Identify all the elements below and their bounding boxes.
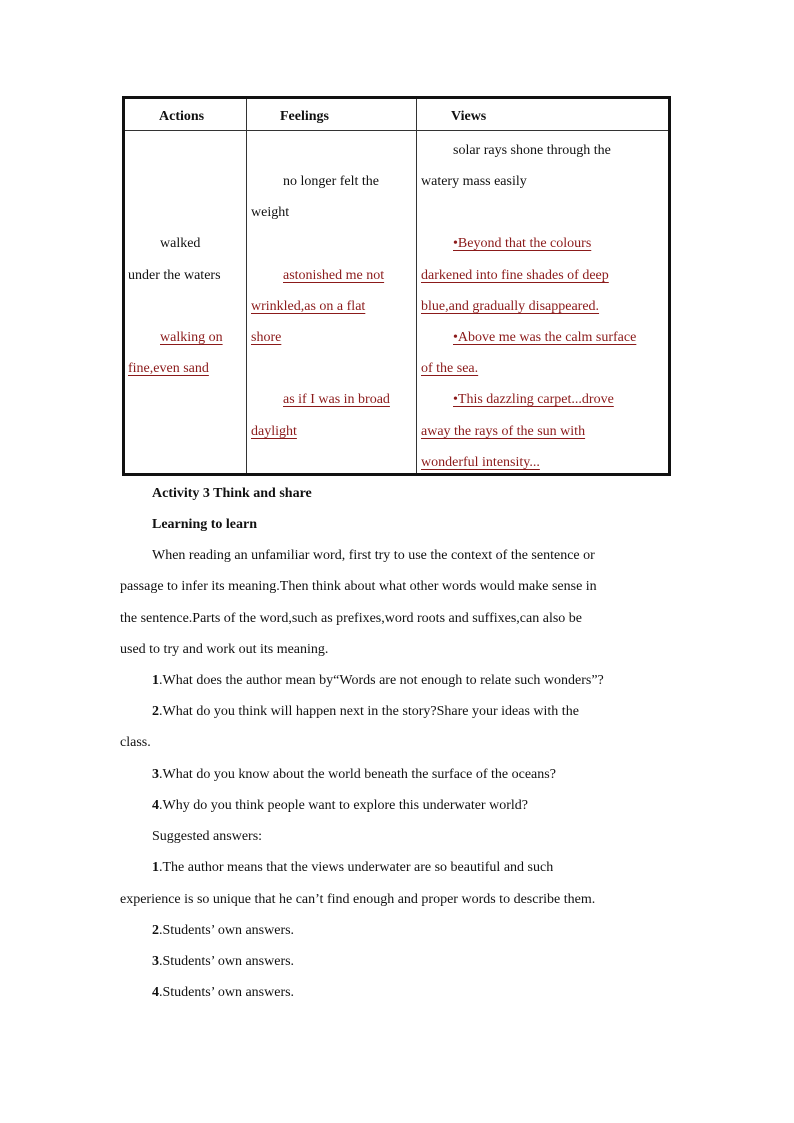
paragraph-line: passage to infer its meaning.Then think about what other words would make sense in	[120, 579, 597, 594]
answer-text: .Students’ own answers.	[159, 923, 295, 938]
action-fine-sand: fine,even sand	[128, 361, 209, 376]
view-solar-rays: solar rays shone through the	[453, 143, 611, 158]
feeling-wrinkled: wrinkled,as on a flat	[251, 299, 366, 314]
feeling-no-longer-felt: no longer felt the	[283, 174, 380, 189]
feeling-shore: shore	[251, 330, 282, 345]
view-above-me: •Above me was the calm surface	[453, 330, 637, 345]
question-text: .Why do you think people want to explore this underwater world?	[159, 798, 528, 813]
answer-number: 3	[152, 954, 159, 969]
question-1	[152, 672, 673, 690]
question-2-continued: class.	[120, 735, 151, 750]
paragraph-line: used to try and work out its meaning.	[120, 642, 329, 657]
answer-number: 4	[152, 985, 159, 1000]
question-text: .What do you think will happen next in the story?Share your ideas with the	[159, 704, 579, 719]
actions-feelings-views-table	[122, 96, 671, 476]
question-2	[152, 703, 673, 721]
feeling-astonished: astonished me not	[283, 268, 385, 283]
feeling-daylight: daylight	[251, 424, 297, 439]
header-views: Views	[451, 109, 487, 124]
answer-3	[152, 953, 673, 971]
action-walking-on: walking on	[160, 330, 223, 345]
answer-2	[152, 922, 673, 940]
view-of-the-sea: of the sea.	[421, 361, 479, 376]
header-actions: Actions	[159, 109, 205, 124]
answer-1	[152, 859, 673, 877]
paragraph-line: When reading an unfamiliar word, first try to use the context of the sentence or	[152, 548, 595, 563]
answer-text: .Students’ own answers.	[159, 954, 295, 969]
view-watery-mass: watery mass easily	[421, 174, 527, 189]
question-3	[152, 766, 673, 784]
question-text: .What does the author mean by“Words are not enough to relate such wonders”?	[159, 673, 604, 688]
feeling-weight: weight	[251, 205, 290, 220]
header-feelings: Feelings	[280, 109, 329, 124]
action-walked: walked	[160, 236, 201, 251]
view-dazzling-carpet: •This dazzling carpet...drove	[453, 392, 614, 407]
paragraph-line: the sentence.Parts of the word,such as prefixes,word roots and suffixes,can also be	[120, 611, 582, 626]
answer-4	[152, 984, 673, 1002]
column-divider	[246, 99, 247, 473]
answer-text: .Students’ own answers.	[159, 985, 295, 1000]
question-text: .What do you know about the world beneath the surface of the oceans?	[159, 767, 556, 782]
answer-1-continued: experience is so unique that he can’t find enough and proper words to describe them.	[120, 892, 596, 907]
view-beyond-colours: •Beyond that the colours	[453, 236, 592, 251]
view-darkened: darkened into fine shades of deep	[421, 268, 609, 283]
view-away-rays: away the rays of the sun with	[421, 424, 586, 439]
question-number: 2	[152, 704, 159, 719]
answer-number: 2	[152, 923, 159, 938]
column-divider	[416, 99, 417, 473]
question-number: 4	[152, 798, 159, 813]
header-divider	[125, 130, 668, 131]
question-number: 1	[152, 673, 159, 688]
learning-heading: Learning to learn	[152, 517, 257, 532]
view-wonderful-intensity: wonderful intensity...	[421, 455, 540, 470]
answer-text: .The author means that the views underwater are so beautiful and such	[159, 860, 554, 875]
view-blue-disappeared: blue,and gradually disappeared.	[421, 299, 600, 314]
question-number: 3	[152, 767, 159, 782]
feeling-broad-daylight: as if I was in broad	[283, 392, 390, 407]
activity-title: Activity 3 Think and share	[152, 486, 312, 501]
suggested-answers-label: Suggested answers:	[152, 829, 263, 844]
answer-number: 1	[152, 860, 159, 875]
action-under-waters: under the waters	[128, 268, 221, 283]
question-4	[152, 797, 673, 815]
